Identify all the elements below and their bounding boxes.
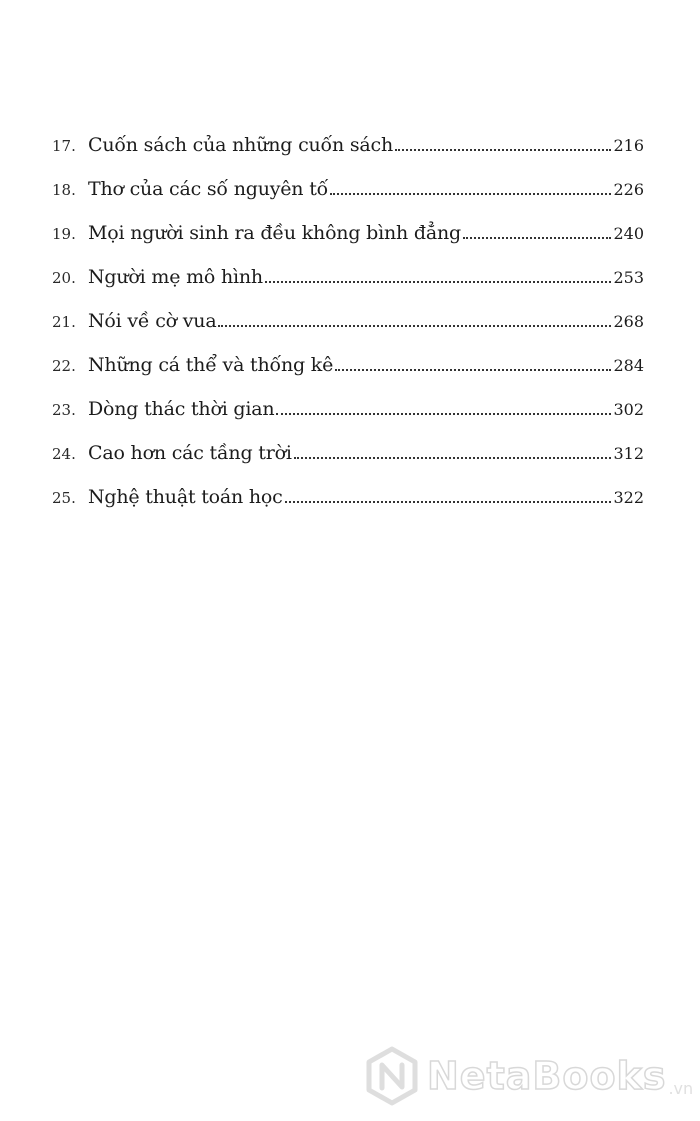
dot-leader [463,237,611,239]
toc-entry-number: 25. [52,489,76,507]
toc-entry-page: 226 [613,179,644,199]
toc-entry-title: Cuốn sách của những cuốn sách [88,134,394,157]
toc-entry-title: Nói về cờ vua [88,310,217,333]
toc-entry [52,113,644,157]
toc-entry-page: 302 [613,399,644,419]
toc-entry-page: 284 [613,355,644,375]
toc-entry-title: Những cá thể và thống kê [88,354,334,377]
netabooks-watermark [365,1046,693,1106]
netabooks-logo-icon [365,1046,419,1106]
toc-entry-number: 19. [52,225,76,243]
toc-entry-page: 216 [613,135,644,155]
toc-entry-page: 240 [613,223,644,243]
toc-entry-page: 268 [613,311,644,331]
toc-entry [52,201,644,245]
toc-entry-title: Nghệ thuật toán học [88,486,283,509]
toc-entry-page: 253 [613,267,644,287]
toc-entry [52,333,644,377]
watermark-domain-suffix: .vn [668,1079,694,1098]
toc-entry [52,421,644,465]
toc-entry [52,157,644,201]
toc-entry-page: 312 [613,443,644,463]
toc-entry [52,289,644,333]
watermark-brand-text: NetaBooks [427,1054,667,1098]
toc-entry-number: 18. [52,181,76,199]
toc-entry-number: 21. [52,313,76,331]
dot-leader [335,369,611,371]
dot-leader [218,325,611,327]
dot-leader [285,501,612,503]
toc-entry-title: Cao hơn các tầng trời [88,442,292,465]
table-of-contents [52,113,644,509]
toc-entry-number: 20. [52,269,76,287]
dot-leader [330,193,611,195]
dot-leader [294,457,612,459]
toc-entry [52,465,644,509]
toc-entry [52,245,644,289]
dot-leader [276,413,611,415]
toc-entry-title: Dòng thác thời gian [88,398,275,421]
toc-entry-title: Thơ của các số nguyên tố [88,178,329,201]
toc-entry-title: Người mẹ mô hình [88,266,263,289]
toc-entry-number: 24. [52,445,76,463]
toc-entry-page: 322 [613,487,644,507]
dot-leader [265,281,611,283]
toc-entry-title: Mọi người sinh ra đều không bình đẳng [88,222,461,245]
toc-entry [52,377,644,421]
toc-entry-number: 17. [52,137,76,155]
dot-leader [395,149,611,151]
toc-entry-number: 23. [52,401,76,419]
toc-entry-number: 22. [52,357,76,375]
